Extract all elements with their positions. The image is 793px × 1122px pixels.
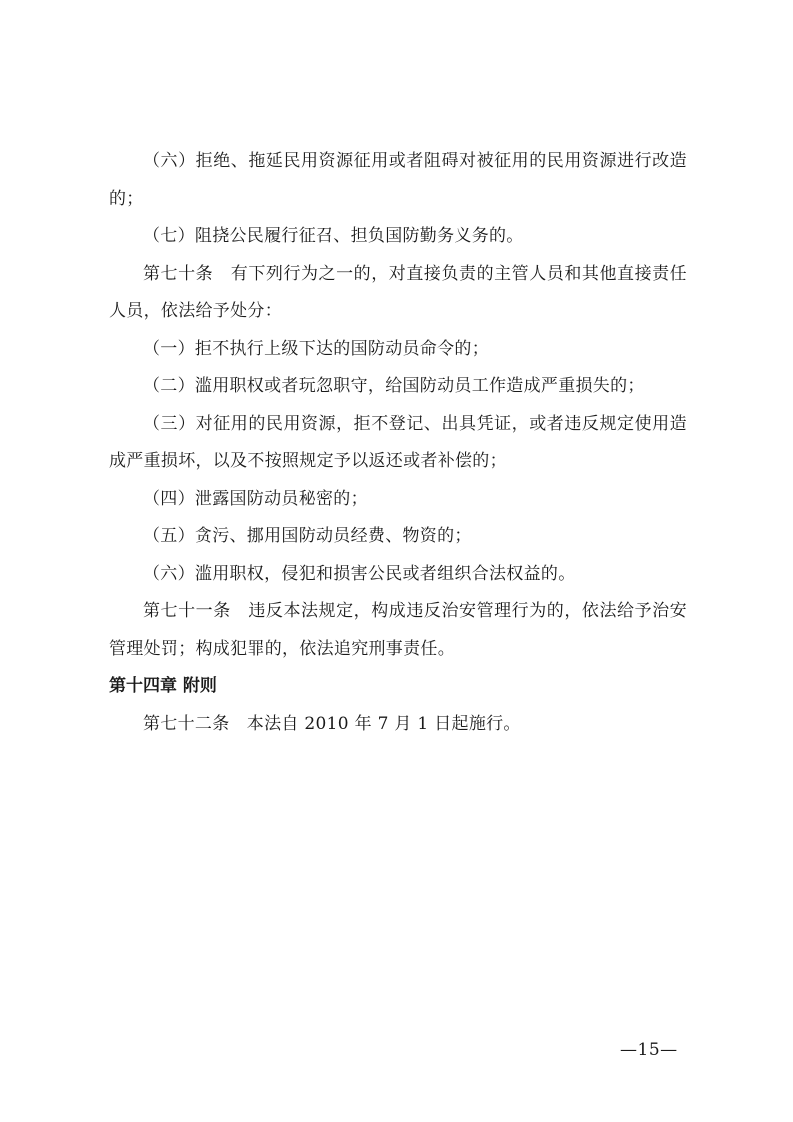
body-text xyxy=(109,143,687,743)
paragraph-item-6-refuse-requisition: （六）拒绝、拖延民用资源征用或者阻碍对被征用的民用资源进行改造的； xyxy=(109,151,687,209)
paragraph-item-7-obstruct-conscription: （七）阻挠公民履行征召、担负国防勤务义务的。 xyxy=(143,226,524,246)
paragraph-article-71: 第七十一条 违反本法规定，构成违反治安管理行为的，依法给予治安管理处罚；构成犯罪的，依法追究刑事责任。 xyxy=(109,601,687,659)
paragraph-item-3-requisition-misuse: （三）对征用的民用资源，拒不登记、出具凭证，或者违反规定使用造成严重损坏，以及不按照规定予以返还或者补偿的； xyxy=(109,413,687,471)
chapter-heading: 第十四章 附则 xyxy=(109,676,217,696)
paragraph-item-1-refuse-orders: （一）拒不执行上级下达的国防动员命令的； xyxy=(143,338,489,359)
paragraph-item-2-abuse-power: （二）滥用职权或者玩忽职守，给国防动员工作造成严重损失的； xyxy=(143,376,645,396)
page-number: —15— xyxy=(620,1040,678,1060)
paragraph-item-5-embezzlement: （五）贪污、挪用国防动员经费、物资的； xyxy=(143,526,472,546)
paragraph-item-6-infringe-rights: （六）滥用职权，侵犯和损害公民或者组织合法权益的。 xyxy=(143,563,576,584)
paragraph-article-72: 第七十二条 本法自 2010 年 7 月 1 日起施行。 xyxy=(143,713,521,734)
paragraph-item-4-leak-secrets: （四）泄露国防动员秘密的； xyxy=(143,488,368,509)
paragraph-article-70: 第七十条 有下列行为之一的，对直接负责的主管人员和其他直接责任人员，依法给予处分： xyxy=(109,263,687,321)
